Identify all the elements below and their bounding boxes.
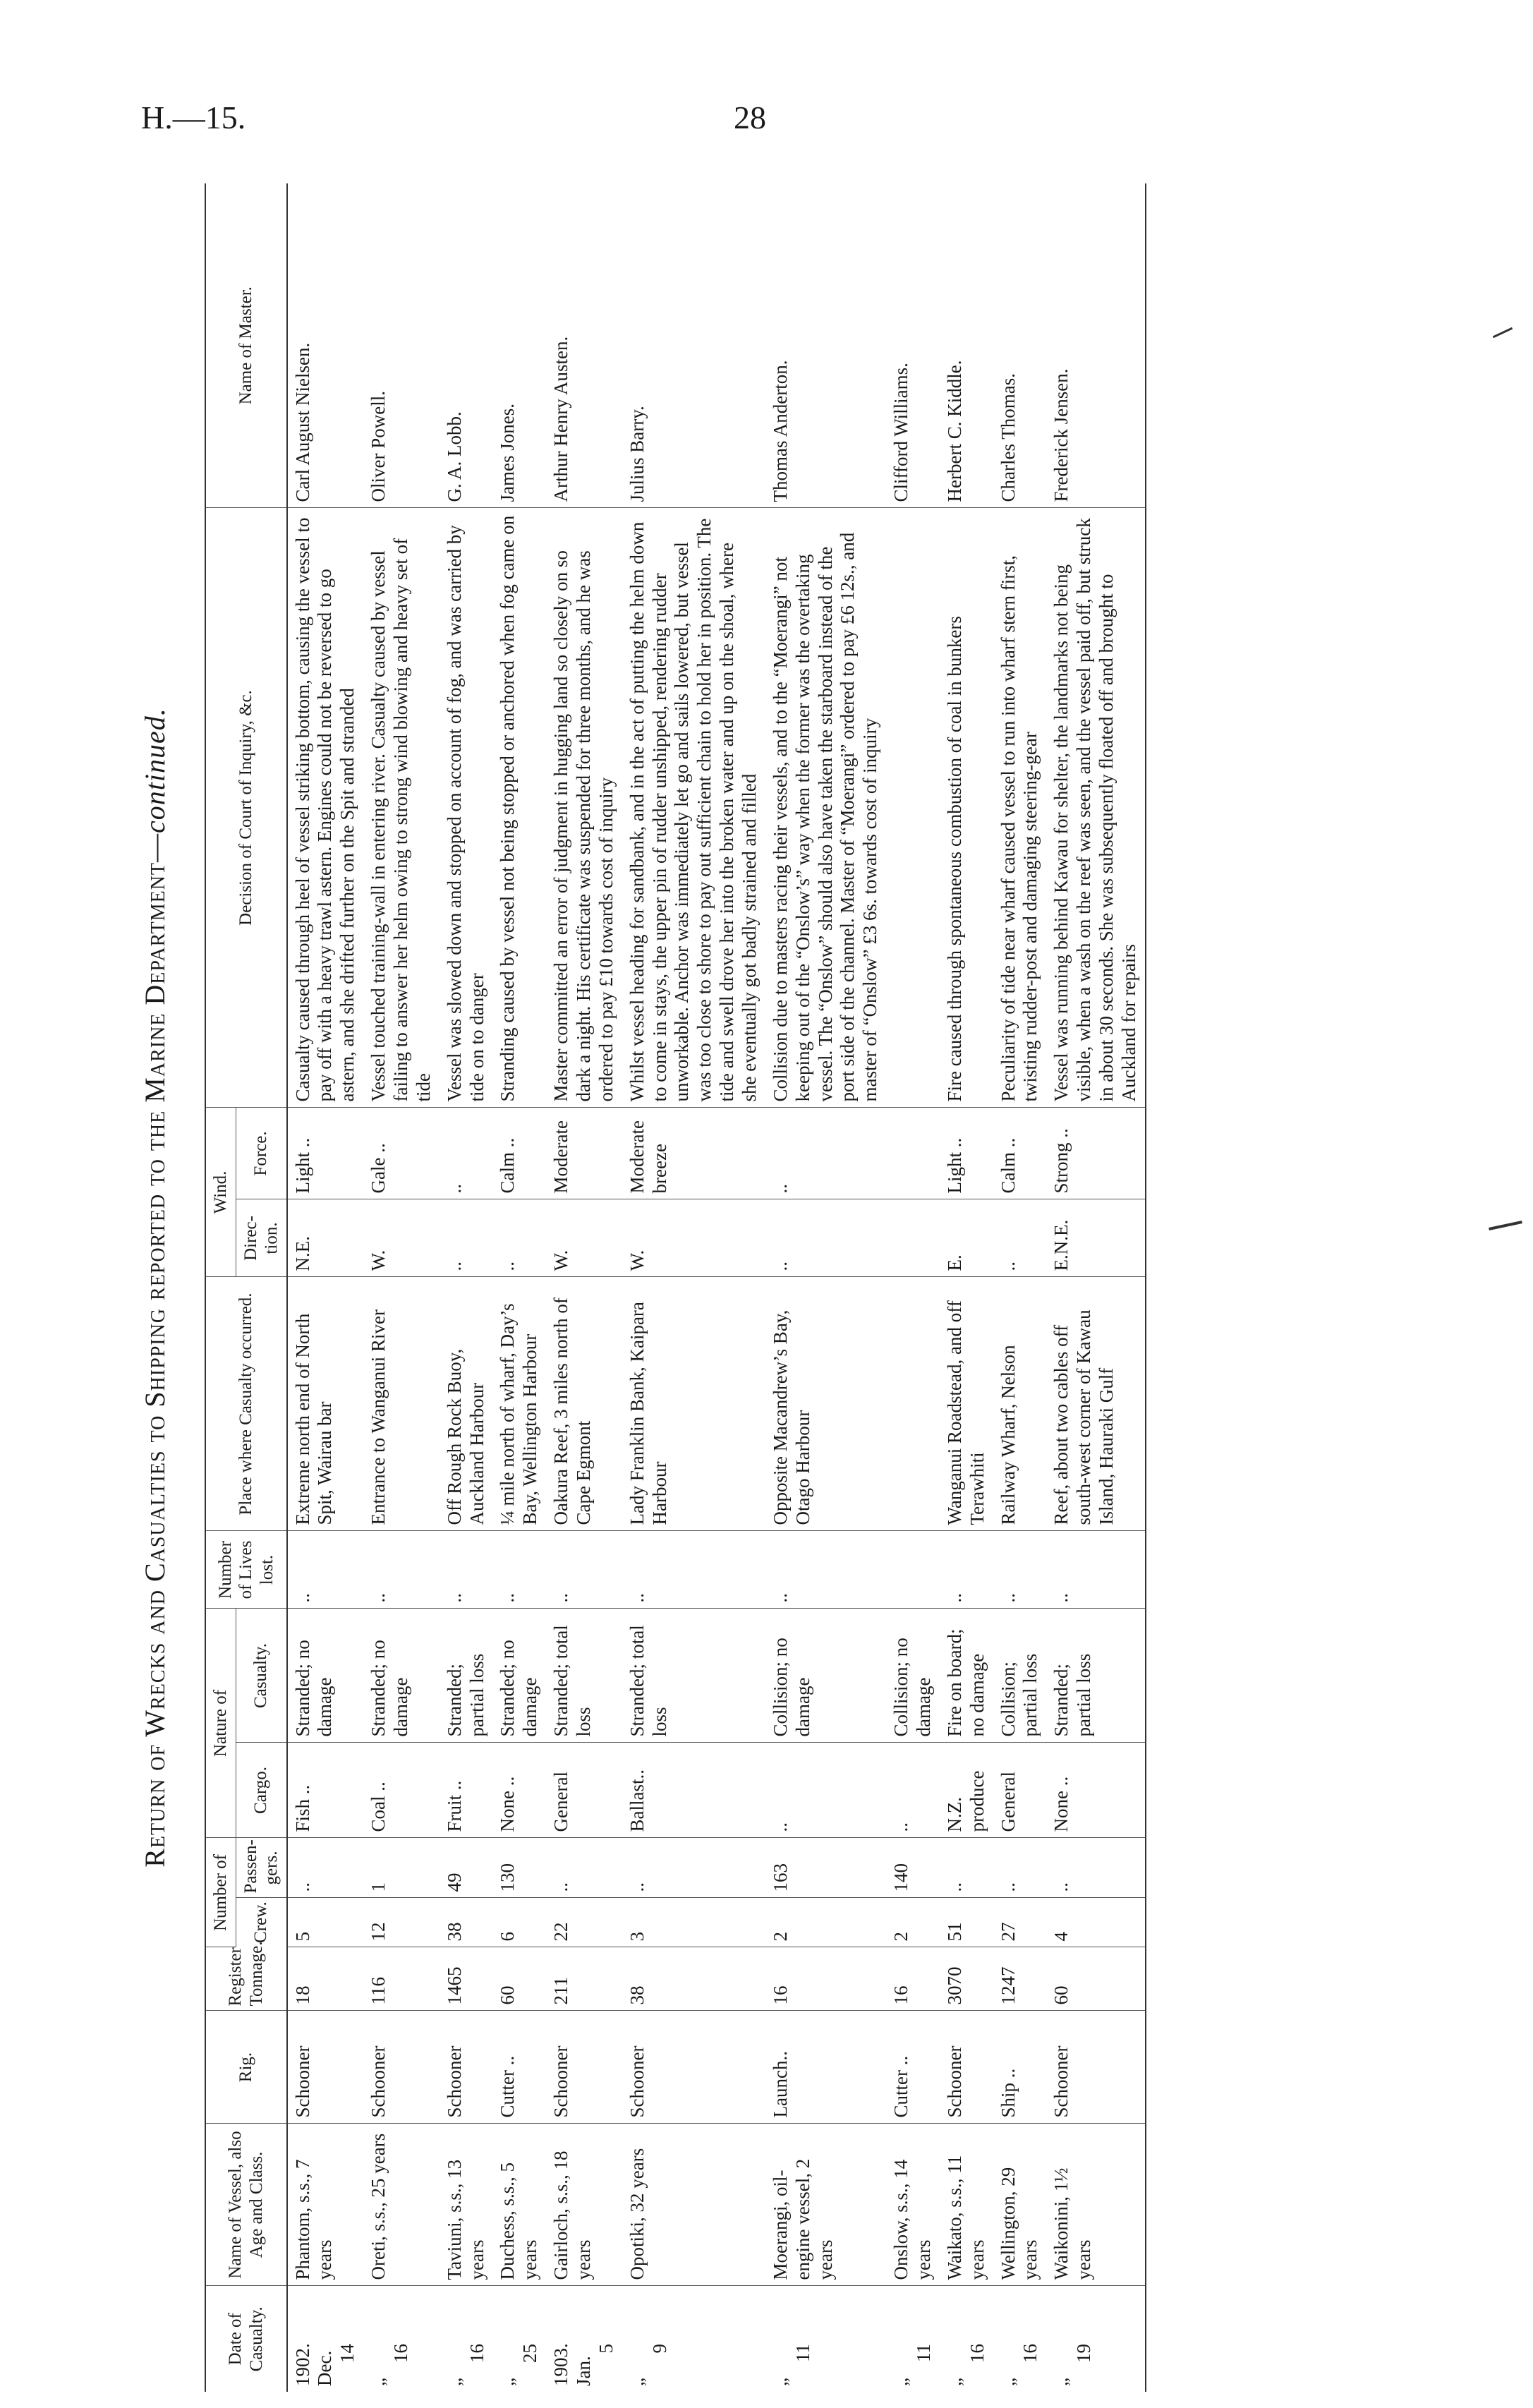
cell-casualty: Stranded; no damage <box>492 1609 546 1743</box>
cell-lives: .. <box>492 1531 546 1609</box>
cell-date <box>546 2286 622 2392</box>
cell-lives: .. <box>622 1531 765 1609</box>
cell-wind-direction: W. <box>363 1199 440 1277</box>
cell-casualty: Stranded; no damage <box>287 1609 364 1743</box>
cell-vessel: Waikonini, 1½ years <box>1046 2124 1145 2286</box>
cell-passengers: .. <box>622 1838 765 1898</box>
cell-master: Herbert C. Kiddle. <box>940 183 993 508</box>
cell-crew: 2 <box>886 1898 940 1947</box>
cell-master: Oliver Powell. <box>363 183 440 508</box>
cell-wind-direction: N.E. <box>287 1199 364 1277</box>
month-label: „ <box>769 2378 791 2386</box>
cell-date <box>287 2286 364 2392</box>
cell-lives: .. <box>287 1531 364 1609</box>
header-wind-direction: Direc-tion. <box>236 1199 287 1277</box>
cell-tonnage: 3070 <box>940 1947 993 2011</box>
cell-cargo: .. <box>765 1743 886 1838</box>
cell-wind-direction: E.N.E. <box>1046 1199 1145 1277</box>
cell-passengers: 140 <box>886 1838 940 1898</box>
cell-place: Extreme north end of North Spit, Wairau bar <box>287 1277 364 1531</box>
cell-crew: 5 <box>287 1898 364 1947</box>
header-crew: Crew. <box>236 1898 287 1947</box>
day-label: 16 <box>1019 2344 1041 2363</box>
table-row <box>546 183 622 2392</box>
cell-vessel: Oreti, s.s., 25 years <box>363 2124 440 2286</box>
month-label: „ <box>497 2378 519 2386</box>
cell-master: Clifford Williams. <box>886 183 940 508</box>
cell-master: G. A. Lobb. <box>440 183 493 508</box>
cell-vessel: Taviuni, s.s., 13 years <box>440 2124 493 2286</box>
cell-passengers: .. <box>1046 1838 1145 1898</box>
cell-rig: Schooner <box>1046 2011 1145 2124</box>
cell-casualty: Fire on board; no damage <box>940 1609 993 1743</box>
cell-tonnage: 60 <box>492 1947 546 2011</box>
cell-wind-direction: .. <box>440 1199 493 1277</box>
cell-lives: .. <box>1046 1531 1145 1609</box>
table-row <box>993 183 1047 2392</box>
table-row <box>440 183 493 2392</box>
header-place: Place where Casualty occurred. <box>205 1277 287 1531</box>
cell-decision: Vessel was slowed down and stopped on account of fog, and was carried by tide on to danger <box>440 508 493 1108</box>
header-passengers: Passen-gers. <box>236 1838 287 1898</box>
header-tonnage: Register Tonnage. <box>205 1947 287 2011</box>
header-decision: Decision of Court of Inquiry, &c. <box>205 508 287 1108</box>
cell-crew: 6 <box>492 1898 546 1947</box>
cell-tonnage: 16 <box>765 1947 886 2011</box>
cell-passengers: 163 <box>765 1838 886 1898</box>
cell-passengers: 49 <box>440 1838 493 1898</box>
cell-wind-direction: W. <box>546 1199 622 1277</box>
cell-crew: 3 <box>622 1898 765 1947</box>
table-row <box>492 183 546 2392</box>
cell-cargo: Coal .. <box>363 1743 440 1838</box>
cell-lives: .. <box>765 1531 886 1609</box>
cell-decision <box>886 508 940 1108</box>
header-master: Name of Master. <box>205 183 287 508</box>
cell-master: Thomas Anderton. <box>765 183 886 508</box>
table-row <box>363 183 440 2392</box>
cell-rig: Cutter .. <box>492 2011 546 2124</box>
cell-cargo: None .. <box>1046 1743 1145 1838</box>
cell-rig: Schooner <box>546 2011 622 2124</box>
cell-casualty: Collision; no damage <box>765 1609 886 1743</box>
cell-date <box>622 2286 765 2392</box>
month-label: „ <box>626 2378 648 2386</box>
day-label: 16 <box>966 2344 988 2363</box>
cell-passengers: .. <box>287 1838 364 1898</box>
month-label: „ <box>890 2378 912 2386</box>
cell-crew: 27 <box>993 1898 1047 1947</box>
cell-wind-force: .. <box>765 1108 886 1199</box>
cell-place: Wanganui Roadstead, and off Terawhiti <box>940 1277 993 1531</box>
cell-master: Frederick Jensen. <box>1046 183 1145 508</box>
table-row <box>287 183 364 2392</box>
cell-casualty: Stranded; partial loss <box>440 1609 493 1743</box>
cell-vessel: Gairloch, s.s., 18 years <box>546 2124 622 2286</box>
cell-rig: Launch.. <box>765 2011 886 2124</box>
cell-passengers: 1 <box>363 1838 440 1898</box>
cell-crew: 12 <box>363 1898 440 1947</box>
month-label: Jan. <box>572 2356 594 2386</box>
table-row <box>940 183 993 2392</box>
year-label: 1903. <box>550 2343 572 2386</box>
page-number: 28 <box>734 99 766 135</box>
cell-casualty: Stranded; total loss <box>546 1609 622 1743</box>
cell-date <box>765 2286 886 2392</box>
header-lives: Number of Lives lost. <box>205 1531 287 1609</box>
cell-decision: Stranding caused by vessel not being stopped or anchored when fog came on <box>492 508 546 1108</box>
cell-cargo: .. <box>886 1743 940 1838</box>
day-label: 25 <box>519 2344 541 2363</box>
header-vessel: Name of Vessel, also Age and Class. <box>205 2124 287 2286</box>
cell-wind-direction: .. <box>993 1199 1047 1277</box>
cell-decision: Vessel touched training-wall in entering river. Casualty caused by vessel failing to answer her helm owing to strong wind blowing and heavy set of tide <box>363 508 440 1108</box>
cell-date <box>492 2286 546 2392</box>
cell-place: Railway Wharf, Nelson <box>993 1277 1047 1531</box>
cell-place: Oakura Reef, 3 miles north of Cape Egmont <box>546 1277 622 1531</box>
cell-master: Charles Thomas. <box>993 183 1047 508</box>
cell-vessel: Onslow, s.s., 14 years <box>886 2124 940 2286</box>
cell-decision: Fire caused through spontaneous combustion of coal in bunkers <box>940 508 993 1108</box>
table-row <box>886 183 940 2392</box>
cell-wind-direction: .. <box>765 1199 886 1277</box>
month-label: „ <box>997 2378 1019 2386</box>
stray-mark <box>1493 327 1513 338</box>
cell-master: Arthur Henry Austen. <box>546 183 622 508</box>
cell-lives: .. <box>993 1531 1047 1609</box>
cell-cargo: Ballast.. <box>622 1743 765 1838</box>
cell-vessel: Wellington, 29 years <box>993 2124 1047 2286</box>
report-title <box>113 183 198 2392</box>
cell-cargo: N.Z. produce <box>940 1743 993 1838</box>
header-rig: Rig. <box>205 2011 287 2124</box>
cell-decision: Casualty caused through heel of vessel striking bottom, causing the vessel to pay off with a heavy trawl astern. Engines could not be reversed to go astern, and she drifted further on the Spit and stranded <box>287 508 364 1108</box>
cell-decision: Whilst vessel heading for sandbank, and in the act of putting the helm down to come in stays, the upper pin of rudder unshipped, rendering rudder unworkable. Anchor was immediately let go and sails lowered, but vessel was too close to shore to pay out sufficient chain to hold her in position. The tide and swell drove her into the broken water and up on the shoal, where she eventually got badly strained and filled <box>622 508 765 1108</box>
cell-rig: Schooner <box>622 2011 765 2124</box>
cell-crew: 2 <box>765 1898 886 1947</box>
cell-place: Entrance to Wanganui River <box>363 1277 440 1531</box>
table-row <box>1046 183 1145 2392</box>
cell-casualty: Stranded; total loss <box>622 1609 765 1743</box>
cell-date <box>993 2286 1047 2392</box>
cell-wind-force: Gale .. <box>363 1108 440 1199</box>
cell-vessel: Moerangi, oil-engine vessel, 2 years <box>765 2124 886 2286</box>
cell-wind-direction <box>886 1199 940 1277</box>
day-label: 16 <box>466 2344 487 2363</box>
cell-casualty: Collision; no damage <box>886 1609 940 1743</box>
cell-vessel: Duchess, s.s., 5 years <box>492 2124 546 2286</box>
cell-cargo: Fish .. <box>287 1743 364 1838</box>
cell-vessel: Opotiki, 32 years <box>622 2124 765 2286</box>
cell-wind-direction: E. <box>940 1199 993 1277</box>
cell-vessel: Phantom, s.s., 7 years <box>287 2124 364 2286</box>
cell-rig: Ship .. <box>993 2011 1047 2124</box>
year-label: 1902. <box>291 2343 313 2386</box>
cell-wind-force: Moderate breeze <box>622 1108 765 1199</box>
cell-cargo: General <box>546 1743 622 1838</box>
cell-passengers: .. <box>993 1838 1047 1898</box>
day-label: 16 <box>389 2344 411 2363</box>
cell-casualty: Stranded; partial loss <box>1046 1609 1145 1743</box>
cell-wind-force <box>886 1108 940 1199</box>
cell-wind-force: Moderate <box>546 1108 622 1199</box>
cell-passengers: .. <box>940 1838 993 1898</box>
day-label: 19 <box>1073 2344 1095 2363</box>
cell-place <box>886 1277 940 1531</box>
cell-casualty: Stranded; no damage <box>363 1609 440 1743</box>
cell-lives: .. <box>940 1531 993 1609</box>
cell-passengers: 130 <box>492 1838 546 1898</box>
cell-date <box>1046 2286 1145 2392</box>
cell-tonnage: 18 <box>287 1947 364 2011</box>
cell-place: ¼ mile north of wharf, Day’s Bay, Wellington Harbour <box>492 1277 546 1531</box>
rotated-table-region <box>113 183 1436 2392</box>
cell-rig: Schooner <box>287 2011 364 2124</box>
header-date: Date of Casualty. <box>205 2286 287 2392</box>
cell-place: Reef, about two cables off south-west corner of Kawau Island, Hauraki Gulf <box>1046 1277 1145 1531</box>
cell-lives: .. <box>440 1531 493 1609</box>
cell-tonnage: 60 <box>1046 1947 1145 2011</box>
stray-mark <box>1489 1221 1522 1230</box>
header-wind: Wind. <box>205 1108 236 1277</box>
cell-rig: Schooner <box>440 2011 493 2124</box>
cell-lives: .. <box>363 1531 440 1609</box>
header-casualty: Casualty. <box>236 1609 287 1743</box>
document-reference: H.—15. <box>141 99 246 135</box>
header-nature-of: Nature of <box>205 1609 236 1838</box>
cell-lives <box>886 1531 940 1609</box>
cell-wind-force: .. <box>440 1108 493 1199</box>
cell-tonnage: 1465 <box>440 1947 493 2011</box>
cell-date <box>886 2286 940 2392</box>
table-row <box>622 183 765 2392</box>
cell-crew: 51 <box>940 1898 993 1947</box>
cell-cargo: General <box>993 1743 1047 1838</box>
cell-crew: 4 <box>1046 1898 1145 1947</box>
day-label: 5 <box>595 2344 617 2354</box>
month-label: „ <box>943 2378 965 2386</box>
cell-wind-force: Calm .. <box>492 1108 546 1199</box>
cell-rig: Schooner <box>363 2011 440 2124</box>
cell-decision: Master committed an error of judgment in hugging land so closely on so dark a night. His certificate was suspended for three months, and he was ordered to pay £10 towards cost of inquiry <box>546 508 622 1108</box>
cell-place: Off Rough Rock Buoy, Auckland Harbour <box>440 1277 493 1531</box>
cell-rig: Schooner <box>940 2011 993 2124</box>
header-number-of: Number of <box>205 1838 236 1947</box>
month-label: „ <box>1050 2378 1072 2386</box>
cell-wind-force: Calm .. <box>993 1108 1047 1199</box>
cell-casualty: Collision; partial loss <box>993 1609 1047 1743</box>
month-label: „ <box>368 2378 389 2386</box>
cell-wind-force: Light .. <box>940 1108 993 1199</box>
cell-vessel: Waikato, s.s., 11 years <box>940 2124 993 2286</box>
cell-tonnage: 16 <box>886 1947 940 2011</box>
cell-cargo: None .. <box>492 1743 546 1838</box>
month-label: „ <box>443 2378 465 2386</box>
cell-place: Lady Franklin Bank, Kaipara Harbour <box>622 1277 765 1531</box>
day-label: 14 <box>337 2344 358 2363</box>
month-label: Dec. <box>314 2350 336 2386</box>
cell-lives: .. <box>546 1531 622 1609</box>
report-title-main: Return of Wrecks and Casualties to Shipping reported to the Marine Department— <box>139 833 171 1868</box>
cell-master: Carl August Nielsen. <box>287 183 364 508</box>
casualty-table <box>205 183 1146 2392</box>
cell-crew: 22 <box>546 1898 622 1947</box>
cell-tonnage: 211 <box>546 1947 622 2011</box>
header-wind-force: Force. <box>236 1108 287 1199</box>
cell-passengers: .. <box>546 1838 622 1898</box>
table-row <box>765 183 886 2392</box>
cell-crew: 38 <box>440 1898 493 1947</box>
report-title-continued: continued. <box>139 708 171 833</box>
cell-wind-direction: W. <box>622 1199 765 1277</box>
cell-tonnage: 116 <box>363 1947 440 2011</box>
cell-wind-direction: .. <box>492 1199 546 1277</box>
header-cargo: Cargo. <box>236 1743 287 1838</box>
cell-date <box>440 2286 493 2392</box>
cell-decision: Peculiarity of tide near wharf caused vessel to run into wharf stern first, twisting rudder-post and damaging steering-gear <box>993 508 1047 1108</box>
cell-tonnage: 38 <box>622 1947 765 2011</box>
cell-wind-force: Strong .. <box>1046 1108 1145 1199</box>
cell-decision: Vessel was running behind Kawau for shelter, the landmarks not being visible, when a wash on the reef was seen, and the vessel paid off, but struck in about 30 seconds. She was subsequently floated off and brought to Auckland for repairs <box>1046 508 1145 1108</box>
cell-rig: Cutter .. <box>886 2011 940 2124</box>
cell-place: Opposite Macandrew’s Bay, Otago Harbour <box>765 1277 886 1531</box>
cell-date <box>940 2286 993 2392</box>
cell-master: James Jones. <box>492 183 546 508</box>
day-label: 11 <box>792 2344 813 2362</box>
cell-tonnage: 1247 <box>993 1947 1047 2011</box>
cell-wind-force: Light .. <box>287 1108 364 1199</box>
day-label: 9 <box>648 2344 670 2354</box>
cell-cargo: Fruit .. <box>440 1743 493 1838</box>
day-label: 11 <box>912 2344 934 2362</box>
cell-date <box>363 2286 440 2392</box>
cell-master: Julius Barry. <box>622 183 765 508</box>
cell-decision: Collision due to masters racing their vessels, and to the “Moerangi” not keeping out of the “Onslow’s” way when the former was the overtaking vessel. The “Onslow” should also have taken the starboard instead of the port side of the channel. Master of “Moerangi” ordered to pay £6 12s., and master of “Onslow” £3 6s. towards cost of inquiry <box>765 508 886 1108</box>
